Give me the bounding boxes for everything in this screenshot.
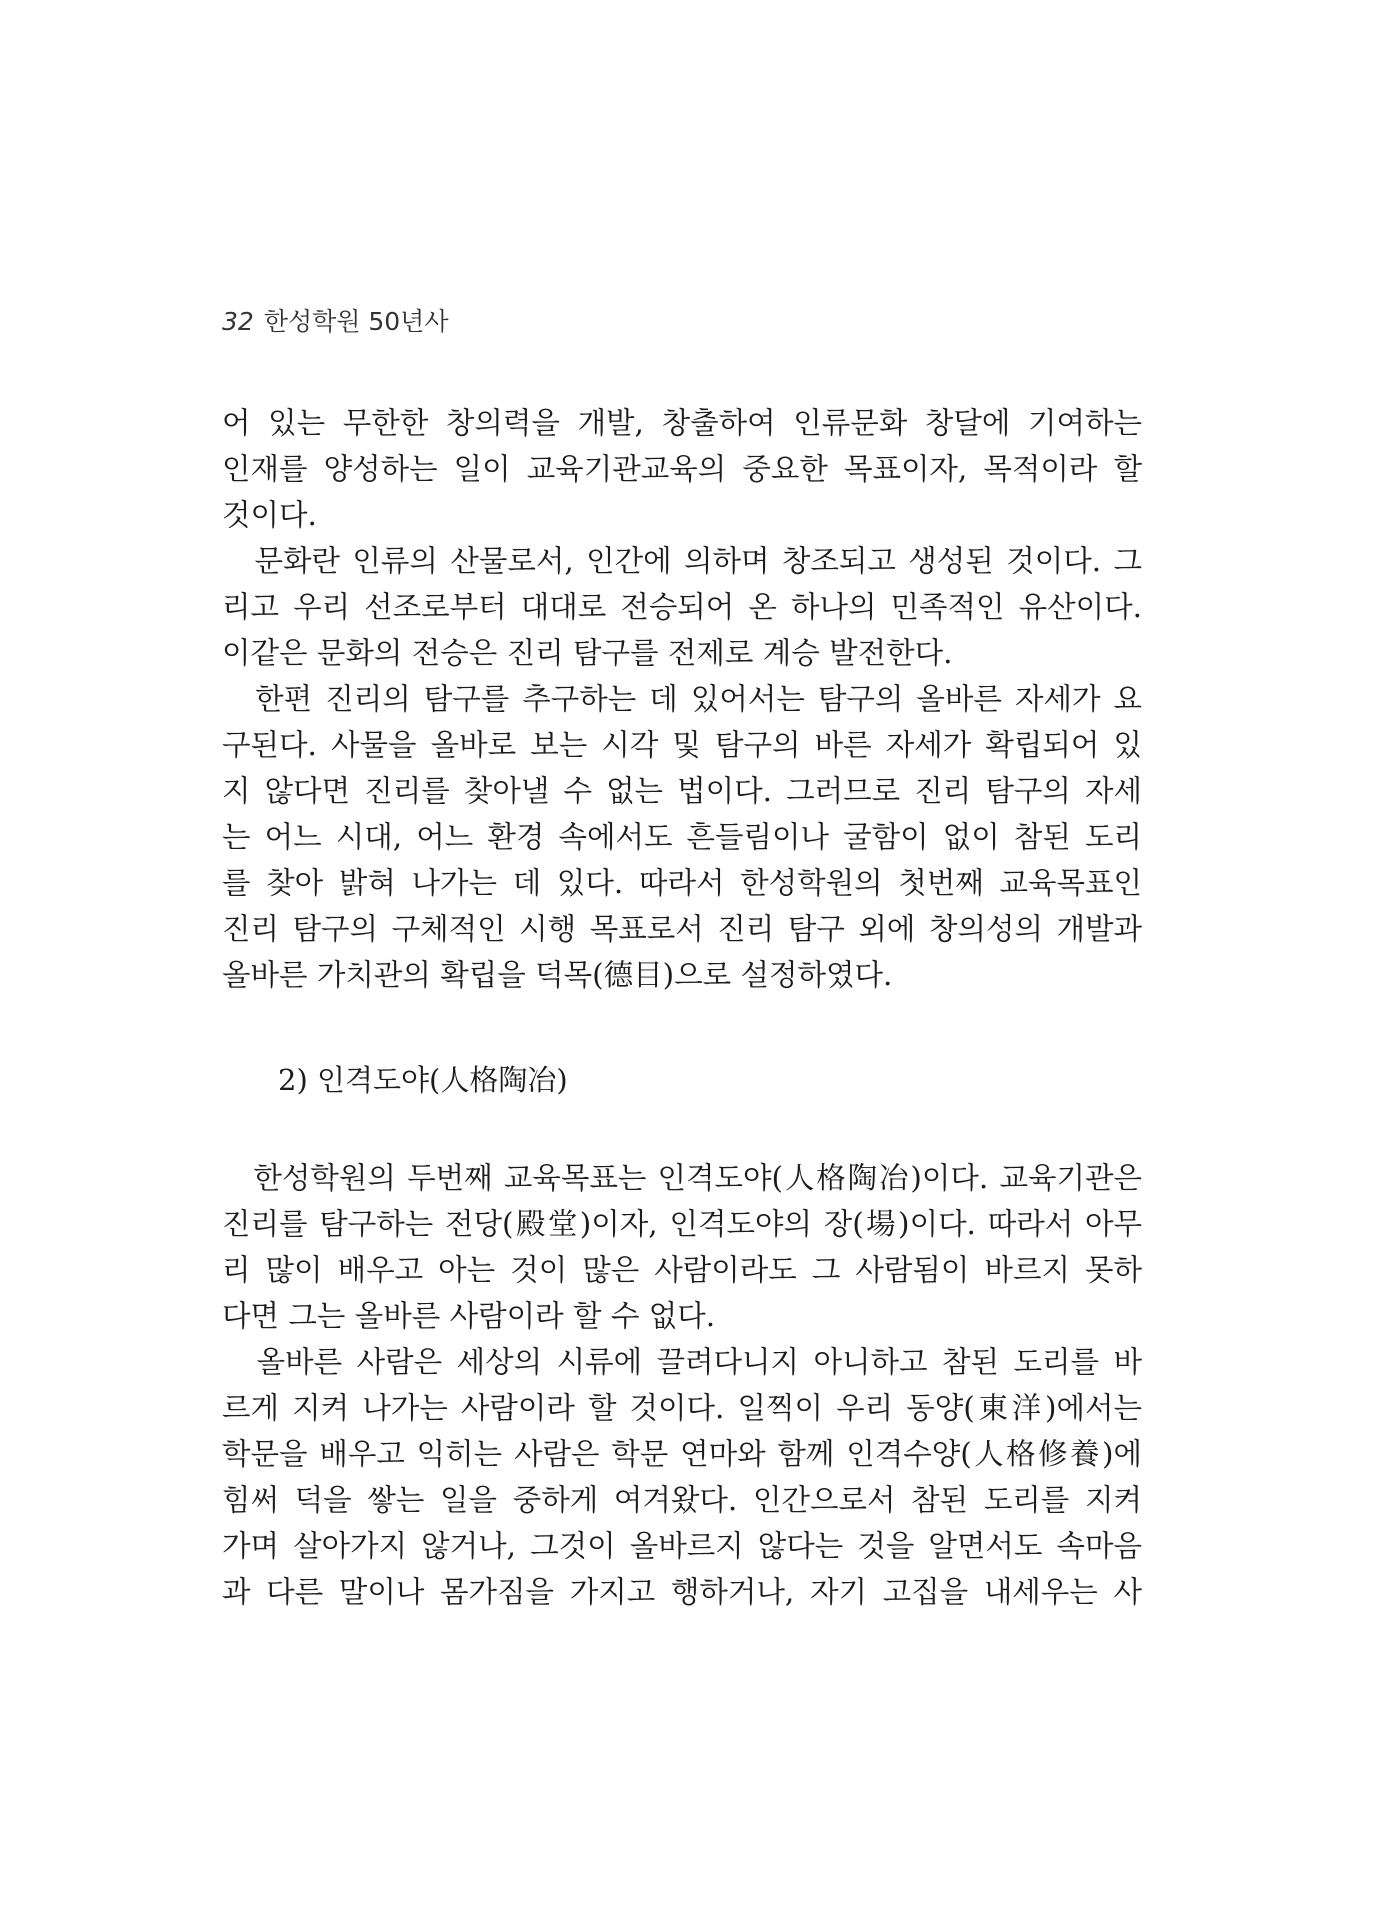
body-line: 과 다른 말이나 몸가짐을 가지고 행하거나, 자기 고집을 내세우는 사: [222, 1575, 1142, 1609]
body-line: 르게 지켜 나가는 사람이라 할 것이다. 일찍이 우리 동양(東洋)에서는: [222, 1391, 1142, 1425]
body-line: 학문을 배우고 익히는 사람은 학문 연마와 함께 인격수양(人格修養)에: [222, 1437, 1142, 1471]
body-line: 진리 탐구의 구체적인 시행 목표로서 진리 탐구 외에 창의성의 개발과: [222, 912, 1142, 946]
book-title: 한성학원 50년사: [263, 307, 449, 336]
body-line: 리고 우리 선조로부터 대대로 전승되어 온 하나의 민족적인 유산이다.: [222, 590, 1142, 624]
body-line: 리 많이 배우고 아는 것이 많은 사람이라도 그 사람됨이 바르지 못하: [222, 1253, 1142, 1287]
body-line: 올바른 가치관의 확립을 덕목(德目)으로 설정하였다.: [222, 958, 893, 992]
body-line: 한편 진리의 탐구를 추구하는 데 있어서는 탐구의 올바른 자세가 요: [222, 682, 1142, 716]
body-line: 를 찾아 밝혀 나가는 데 있다. 따라서 한성학원의 첫번째 교육목표인: [222, 866, 1142, 900]
body-line: 문화란 인류의 산물로서, 인간에 의하며 창조되고 생성된 것이다. 그: [222, 544, 1142, 578]
body-line: 인재를 양성하는 일이 교육기관교육의 중요한 목표이자, 목적이라 할: [222, 452, 1142, 486]
section-heading: 2) 인격도야(人格陶冶): [278, 1063, 568, 1097]
body-line: 구된다. 사물을 올바로 보는 시각 및 탐구의 바른 자세가 확립되어 있: [222, 728, 1142, 762]
body-line: 는 어느 시대, 어느 환경 속에서도 흔들림이나 굴함이 없이 참된 도리: [222, 820, 1142, 854]
body-line: 것이다.: [222, 498, 317, 532]
page-header: [222, 302, 448, 338]
body-line: 지 않다면 진리를 찾아낼 수 없는 법이다. 그러므로 진리 탐구의 자세: [222, 774, 1142, 808]
body-line: 올바른 사람은 세상의 시류에 끌려다니지 아니하고 참된 도리를 바: [222, 1345, 1142, 1379]
body-line: 가며 살아가지 않거나, 그것이 올바르지 않다는 것을 알면서도 속마음: [222, 1529, 1142, 1563]
body-line: 힘써 덕을 쌓는 일을 중하게 여겨왔다. 인간으로서 참된 도리를 지켜: [222, 1483, 1142, 1517]
body-line: 다면 그는 올바른 사람이라 할 수 없다.: [222, 1299, 716, 1333]
body-line: 한성학원의 두번째 교육목표는 인격도야(人格陶冶)이다. 교육기관은: [222, 1161, 1142, 1195]
body-line: 이같은 문화의 전승은 진리 탐구를 전제로 계승 발전한다.: [222, 636, 953, 670]
body-line: 어 있는 무한한 창의력을 개발, 창출하여 인류문화 창달에 기여하는: [222, 406, 1142, 440]
body-line: 진리를 탐구하는 전당(殿堂)이자, 인격도야의 장(場)이다. 따라서 아무: [222, 1207, 1142, 1241]
page-number: 32: [222, 307, 254, 336]
